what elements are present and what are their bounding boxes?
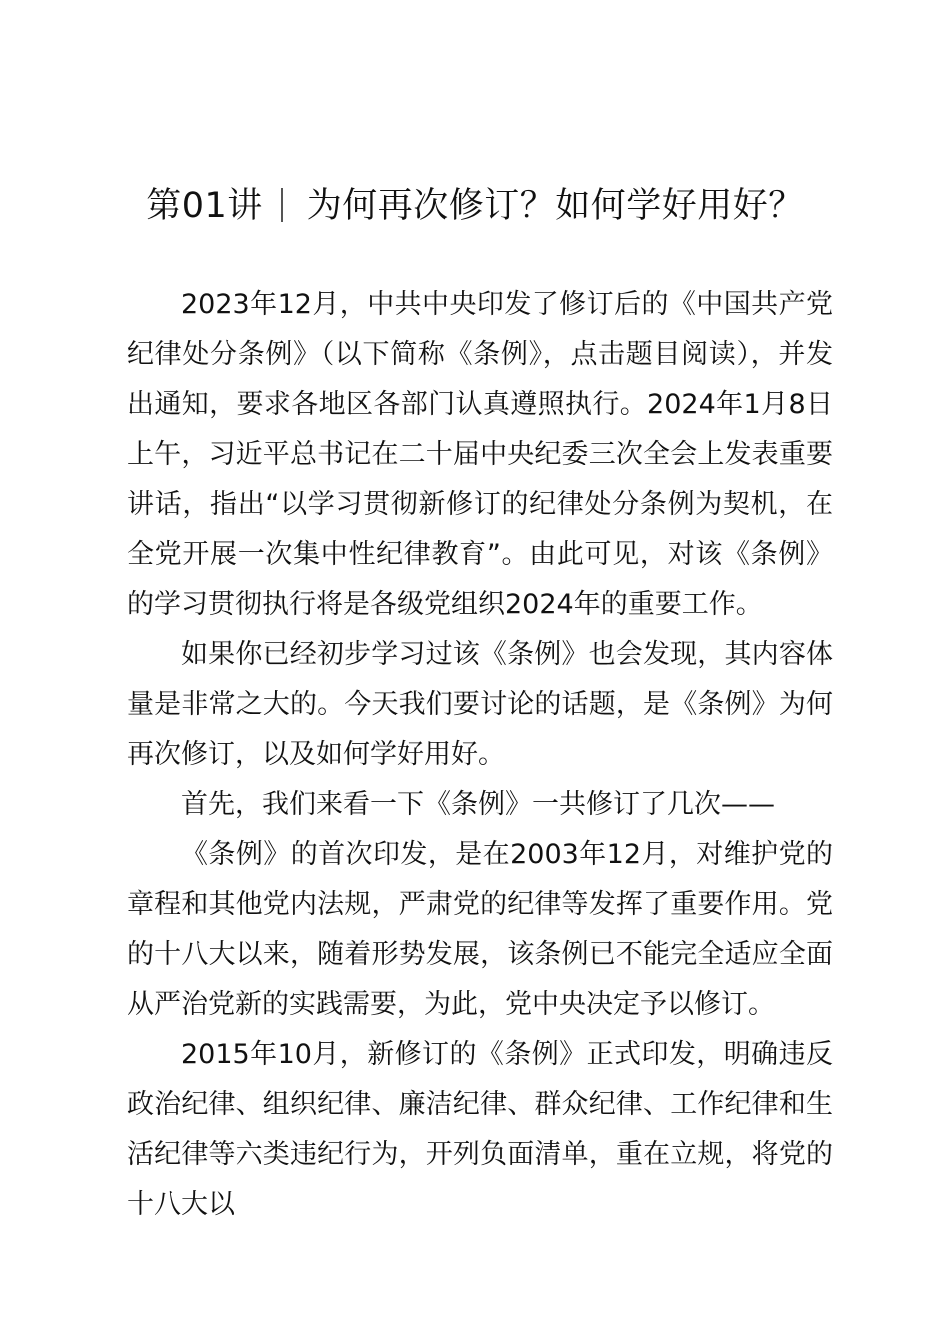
paragraph-2015-revision: 2015年10月，新修订的《条例》正式印发，明确违反政治纪律、组织纪律、廉洁纪律、群众纪律、工作纪律和生活纪律等六类违纪行为，开列负面清单，重在立规，将党的十八大以 xyxy=(127,1039,833,1220)
title-main: 为何再次修订？如何学好用好？ xyxy=(306,186,804,226)
document-body xyxy=(127,280,833,1230)
lecture-number: 第01讲 xyxy=(146,186,263,226)
paragraph-revisions-lead: 首先，我们来看一下《条例》一共修订了几次—— xyxy=(181,789,775,820)
paragraph-first-issue: 《条例》的首次印发，是在2003年12月，对维护党的章程和其他党内法规，严肃党的纪律等发挥了重要作用。党的十八大以来，随着形势发展，该条例已不能完全适应全面从严治党新的实践需要，为此，党中央决定予以修订。 xyxy=(127,839,833,1020)
paragraph-topic: 如果你已经初步学习过该《条例》也会发现，其内容体量是非常之大的。今天我们要讨论的话题，是《条例》为何再次修订，以及如何学好用好。 xyxy=(127,639,833,770)
title-separator xyxy=(281,188,283,222)
paragraph-intro: 2023年12月，中共中央印发了修订后的《中国共产党纪律处分条例》（以下简称《条例》，点击题目阅读），并发出通知，要求各地区各部门认真遵照执行。2024年1月8日上午，习近平总书记在二十届中央纪委三次全会上发表重要讲话，指出“以学习贯彻新修订的纪律处分条例为契机，在全党开展一次集中性纪律教育”。由此可见，对该《条例》的学习贯彻执行将是各级党组织2024年的重要工作。 xyxy=(127,289,833,620)
document-title xyxy=(0,178,950,234)
